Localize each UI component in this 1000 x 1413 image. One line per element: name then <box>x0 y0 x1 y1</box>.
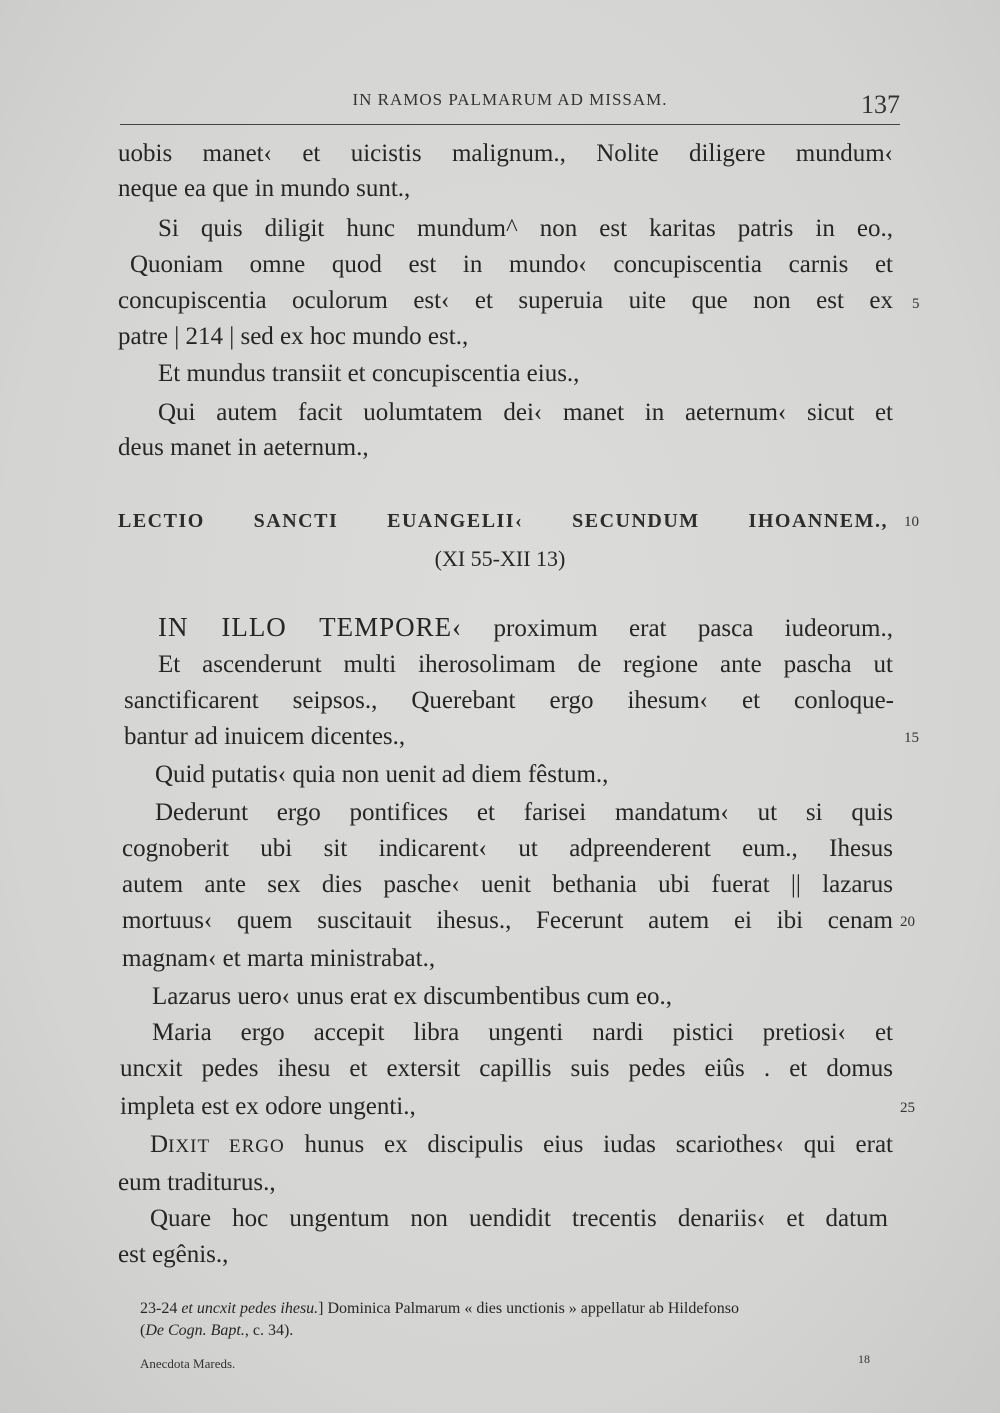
footnote-source-rest: , c. 34). <box>244 1322 294 1339</box>
footnote-source-title: De Cogn. Bapt. <box>145 1322 245 1339</box>
incipit-rest: proximum erat pasca iudeorum., <box>462 615 893 642</box>
text-line: magnam‹ et marta ministrabat., <box>122 945 436 972</box>
footnote-lemma: et uncxit pedes ihesu. <box>181 1300 319 1317</box>
text-line: autem ante sex dies pasche‹ uenit bethania ubi fuerat || lazarus <box>122 871 893 898</box>
text-line: Quare hoc ungentum non uendidit trecentis denariis‹ et datum <box>150 1205 888 1232</box>
gathering-number: 18 <box>858 1352 870 1366</box>
text-line: est egênis., <box>118 1241 229 1268</box>
text-line: Qui autem facit uolumtatem dei‹ manet in aeternum‹ sicut et <box>158 399 893 426</box>
page-number: 137 <box>861 90 900 119</box>
text-line: concupiscentia oculorum est‹ et superuia uite que non est ex <box>118 287 893 314</box>
line-number: 10 <box>904 514 919 530</box>
text-line: sanctificarent seipsos., Querebant ergo ihesum‹ et conloque- <box>124 687 894 714</box>
signature-mark: Anecdota Mareds. <box>140 1356 236 1371</box>
text-line: Et ascenderunt multi iherosolimam de regione ante pascha ut <box>158 651 893 678</box>
scripture-reference: (XI 55-XII 13) <box>434 546 566 571</box>
text-line: deus manet in aeternum., <box>118 434 369 461</box>
incipit: IN ILLO TEMPORE‹ <box>158 612 463 642</box>
text-line: Quid putatis‹ quia non uenit ad diem fêstum., <box>155 761 609 788</box>
dixit-rest: hunus ex discipulis eius iudas scariothes‹ qui erat <box>284 1131 893 1158</box>
line-number: 20 <box>900 914 915 930</box>
footnote-text: ] Dominica Palmarum « dies unctionis » appellatur ab Hildefonso <box>318 1300 739 1317</box>
footnote-ref: 23-24 <box>140 1300 178 1317</box>
text-line: Maria ergo accepit libra ungenti nardi pistici pretiosi‹ et <box>152 1019 893 1046</box>
header-rule <box>120 124 900 125</box>
text-line: neque ea que in mundo sunt., <box>118 175 411 202</box>
footnote-src-open: ( <box>140 1322 146 1339</box>
incipit-line <box>158 610 893 646</box>
running-header <box>120 88 900 128</box>
line-number: 25 <box>900 1100 915 1116</box>
text-line: uobis manet‹ et uicistis malignum., Nolite diligere mundum‹ <box>118 140 893 167</box>
text-line: impleta est ex odore ungenti., <box>120 1093 416 1120</box>
text-line: patre | 214 | sed ex hoc mundo est., <box>118 323 469 350</box>
text-line: Quoniam omne quod est in mundo‹ concupiscentia carnis et <box>130 251 893 278</box>
text-line: Dederunt ergo pontifices et farisei mandatum‹ ut si quis <box>155 799 893 826</box>
dixit-smallcaps: IXIT ERGO <box>168 1136 285 1157</box>
running-title: IN RAMOS PALMARUM AD MISSAM. <box>352 90 668 109</box>
text-line: eum traditurus., <box>118 1169 276 1196</box>
text-line: uncxit pedes ihesu et extersit capillis suis pedes eiûs . et domus <box>120 1055 893 1082</box>
text-line: Si quis diligit hunc mundum^ non est karitas patris in eo., <box>158 215 893 242</box>
text-line: Lazarus uero‹ unus erat ex discumbentibus cum eo., <box>152 983 672 1010</box>
text-line: Et mundus transiit et concupiscentia eius., <box>158 360 580 387</box>
dixit-initial: D <box>150 1131 169 1158</box>
footnote <box>140 1298 890 1342</box>
text-line: cognoberit ubi sit indicarent‹ ut adpreenderent eum., Ihesus <box>122 835 893 862</box>
line-number: 5 <box>912 296 920 312</box>
dixit-line <box>150 1128 893 1164</box>
text-line: bantur ad inuicem dicentes., <box>124 723 406 750</box>
line-number: 15 <box>904 730 919 746</box>
section-heading: LECTIO SANCTI EUANGELII‹ SECUNDUM IHOANNEM., <box>118 510 888 532</box>
text-line: mortuus‹ quem suscitauit ihesus., Fecerunt autem ei ibi cenam <box>122 907 893 934</box>
